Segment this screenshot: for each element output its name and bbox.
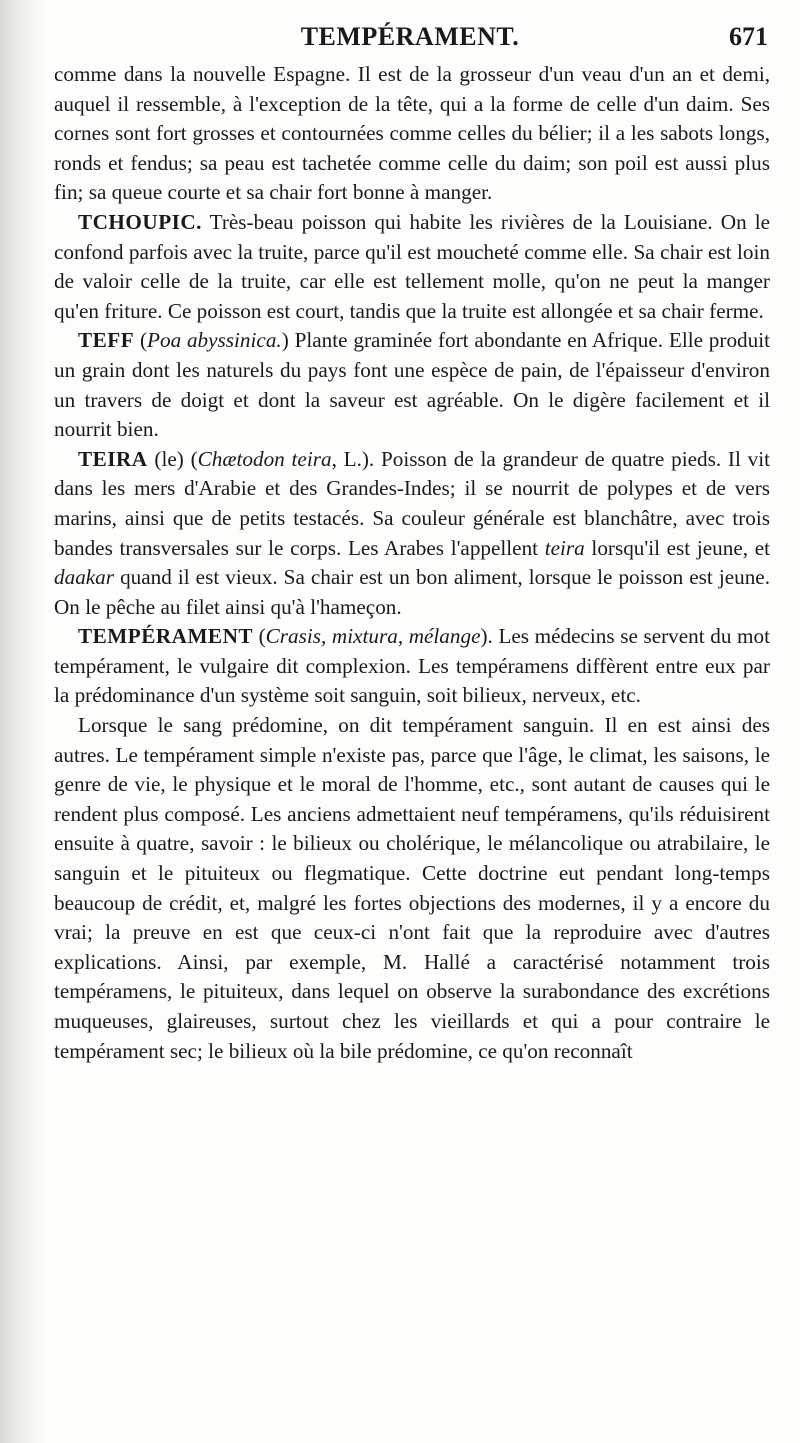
paragraph-text: comme dans la nouvelle Espagne. Il est de la grosseur d'un veau d'un an et demi, auquel il ressemble, à l'exception de la tête, qui a la forme de celle d'un daim. Ses cornes sont fort grosses et contournées comme celles du bélier; il a les sabots longs, ronds et fendus; sa peau est tachetée comme celle du daim; son poil est aussi plus fin; sa queue courte et sa chair fort bonne à manger. xyxy=(54,62,770,205)
running-title: TEMPÉRAMENT. xyxy=(300,22,520,51)
entry-text: ). Les médecins se servent du mot tempérament, le vulgaire dit complexion. Les tempéramens diffèrent entre eux par la prédominance d'un système soit sanguin, soit bilieux, nerveux, etc. xyxy=(54,624,770,708)
page-binding-shadow xyxy=(0,0,44,1443)
entry-punct: ( xyxy=(253,624,266,649)
entry-italic-term: mélange xyxy=(408,624,481,649)
entry-text: Très-beau poisson qui habite les rivières de la Louisiane. On le confond parfois avec la truite, parce qu'il est moucheté comme elle. Sa chair est loin de valoir celle de la truite, car elle est tellement molle, qu'on ne peut la manger qu'en friture. Ce poisson est court, tandis que la truite est allongée et sa chair ferme. xyxy=(54,209,770,323)
entry-punct: , xyxy=(321,624,332,649)
running-head xyxy=(52,22,768,56)
entry-tchoupic xyxy=(54,208,770,326)
entry-text: lorsqu'il est jeune, et xyxy=(584,535,770,560)
paragraph-continuation xyxy=(54,60,770,208)
entry-headword: TEFF xyxy=(78,328,135,353)
entry-headword: TCHOUPIC. xyxy=(78,209,202,234)
entry-headword: TEMPÉRAMENT xyxy=(78,624,253,649)
entry-italic-term: daakar xyxy=(54,565,115,590)
body-text xyxy=(54,60,770,1066)
entry-text: quand il est vieux. Sa chair est un bon aliment, lorsque le poisson est jeune. On le pêche au filet ainsi qu'à l'hameçon. xyxy=(54,565,770,619)
entry-latin-name: mixtura xyxy=(331,624,398,649)
entry-temperament xyxy=(54,622,770,711)
paragraph-temperament-detail xyxy=(54,711,770,1066)
entry-latin-name: Chætodon teira xyxy=(197,446,332,471)
entry-punct: (le) ( xyxy=(147,446,198,471)
entry-teff xyxy=(54,326,770,444)
entry-headword: TEIRA xyxy=(78,446,148,471)
entry-text: , L.). Poisson de la grandeur de quatre pieds. Il vit dans les mers d'Arabie et des Grandes-Indes; il se nourrit de polypes et de vers marins, ainsi que de petits testacés. Sa couleur générale est blanchâtre, avec trois bandes transversales sur le corps. Les Arabes l'appellent xyxy=(54,446,770,560)
entry-punct: ( xyxy=(134,328,148,353)
entry-punct: , xyxy=(397,624,409,649)
entry-teira xyxy=(54,445,770,623)
page-number: 671 xyxy=(729,22,768,51)
entry-italic-term: teira xyxy=(544,535,585,560)
entry-latin-name: Crasis xyxy=(265,624,322,649)
entry-latin-name: Poa abyssinica. xyxy=(147,328,282,353)
entry-text: ) Plante graminée fort abondante en Afrique. Elle produit un grain dont les naturels du pays font une espèce de pain, de l'épaisseur d'environ un travers de doigt et dont la saveur est agréable. On le digère facilement et il nourrit bien. xyxy=(54,328,771,442)
paragraph-text: Lorsque le sang prédomine, on dit tempérament sanguin. Il en est ainsi des autres. Le tempérament simple n'existe pas, parce que l'âge, le climat, les saisons, le genre de vie, le physique et le moral de l'homme, etc., sont autant de causes qui le rendent plus composé. Les anciens admettaient neuf tempéramens, qu'ils réduisirent ensuite à quatre, savoir : le bilieux ou cholérique, le mélancolique ou atrabilaire, le sanguin et le pituiteux ou flegmatique. Cette doctrine eut pendant long-temps beaucoup de crédit, et, malgré les fortes objections des modernes, il y a encore du vrai; la preuve en est que ceux-ci n'ont fait que la reproduire avec d'autres explications. Ainsi, par exemple, M. Hallé a caractérisé notamment trois tempéramens, le pituiteux, dans lequel on observe la surabondance des excrétions muqueuses, glaireuses, surtout chez les vieillards et qui a pour contraire le tempérament sec; le bilieux où la bile prédomine, ce qu'on reconnaît xyxy=(54,713,770,1063)
